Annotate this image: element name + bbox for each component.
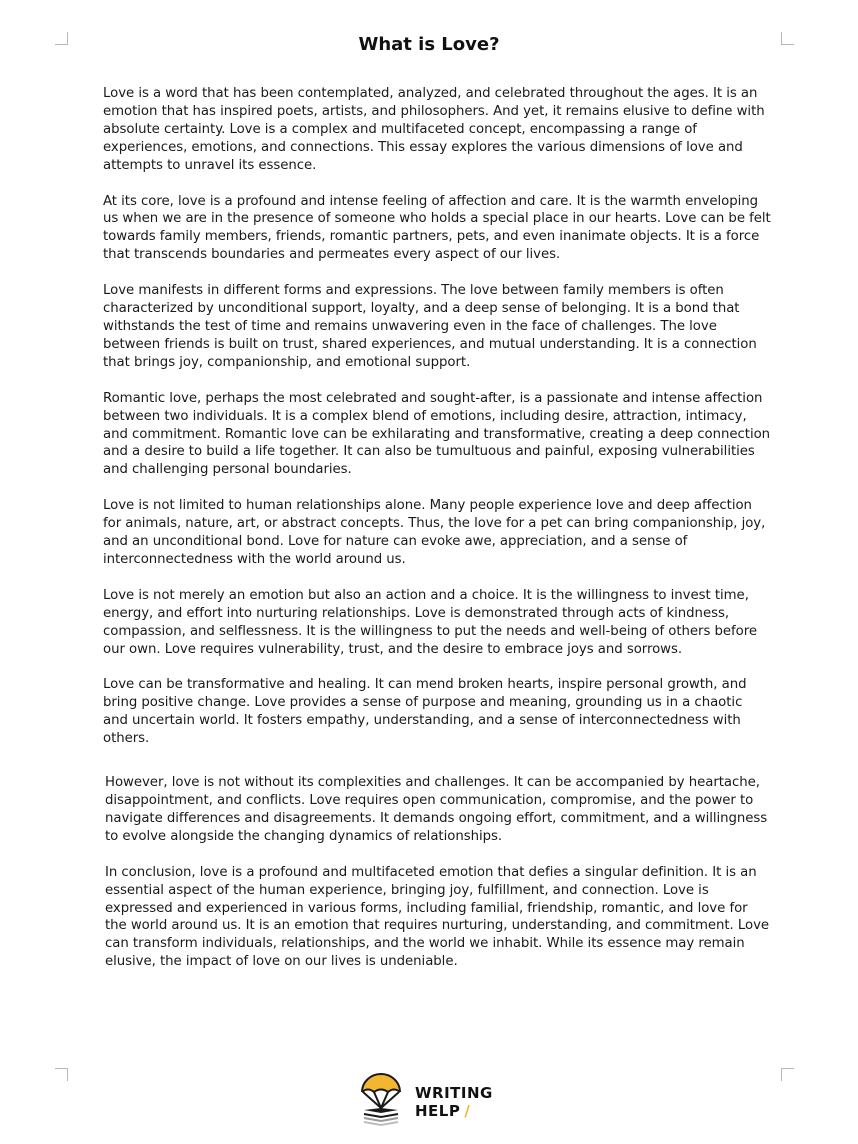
logo-line-writing: WRITING (415, 1084, 493, 1102)
logo-wordmark (415, 1084, 493, 1120)
paragraph-conclusion: In conclusion, love is a profound and multifaceted emotion that defies a singular definition. It is an essential aspect of the human experience, bringing joy, fulfillment, and connection. Love is expressed and experienced in various forms, including familial, friendship, romantic, and love for the world around us. It is an emotion that requires nurturing, understanding, and commitment. Love can transform individuals, relationships, and the world we inhabit. While its essence may remain elusive, the impact of love on our lives is undeniable. (105, 864, 770, 970)
parachute-book-icon (360, 1072, 402, 1130)
crop-mark-bottom-left (55, 1068, 68, 1081)
page-title: What is Love? (358, 34, 500, 55)
logo-line-help (415, 1102, 493, 1120)
crop-mark-bottom-right (781, 1068, 794, 1081)
paragraph-challenges: However, love is not without its complexities and challenges. It can be accompanied by heartache, disappointment, and conflicts. Love requires open communication, compromise, and the power to navigate differences and disagreements. It demands ongoing effort, commitment, and a willingness to evolve alongside the changing dynamics of relationships. (105, 775, 768, 844)
logo-slash: / (464, 1102, 471, 1120)
paragraph-intro: Love is a word that has been contemplated, analyzed, and celebrated throughout the ages. It is an emotion that has inspired poets, artists, and philosophers. And yet, it remains elusive to define with absolute certainty. Love is a complex and multifaceted concept, encompassing a range of experiences, emotions, and connections. This essay explores the various dimensions of love and attempts to unravel its essence. (103, 86, 765, 173)
essay-body (103, 85, 771, 989)
paragraph-gap (103, 766, 771, 774)
paragraph-healing: Love can be transformative and healing. It can mend broken hearts, inspire personal growth, and bring positive change. Love provides a sense of purpose and meaning, grounding us in a chaotic and uncertain world. It fosters empathy, understanding, and a sense of interconnectedness with others. (103, 677, 747, 747)
paragraph-romantic: Romantic love, perhaps the most celebrated and sought-after, is a passionate and intense affection between two individuals. It is a complex blend of emotions, including desire, attraction, intimacy, and commitment. Romantic love can be exhilarating and transformative, creating a deep connection and a desire to build a life together. It can also be tumultuous and painful, exposing vulnerabilities and challenging personal boundaries. (103, 390, 771, 478)
logo-word-help: HELP (415, 1102, 461, 1120)
paragraph-forms: Love manifests in different forms and expressions. The love between family members is often characterized by unconditional support, loyalty, and a deep sense of belonging. It is a bond that withstands the test of time and remains unwavering even in the face of challenges. The love between friends is built on trust, shared experiences, and mutual understanding. It is a connection that brings joy, companionship, and emotional support. (103, 283, 757, 370)
paragraph-action: Love is not merely an emotion but also an action and a choice. It is the willingness to invest time, energy, and effort into nurturing relationships. Love is demonstrated through acts of kindness, compassion, and selflessness. It is the willingness to put the needs and well-being of others before our own. Love requires vulnerability, trust, and the desire to embrace joys and sorrows. (103, 587, 758, 657)
paragraph-non-human: Love is not limited to human relationships alone. Many people experience love and deep affection for animals, nature, art, or abstract concepts. Thus, the love for a pet can bring companionship, joy, and an unconditional bond. Love for nature can evoke awe, appreciation, and a sense of interconnectedness with the world around us. (103, 498, 766, 567)
writing-help-logo (360, 1072, 500, 1130)
paragraph-core: At its core, love is a profound and intense feeling of affection and care. It is the warmth enveloping us when we are in the presence of someone who holds a special place in our hearts. Love can be felt towards family members, friends, romantic partners, pets, and even inanimate objects. It is a force that transcends boundaries and permeates every aspect of our lives. (103, 193, 771, 263)
